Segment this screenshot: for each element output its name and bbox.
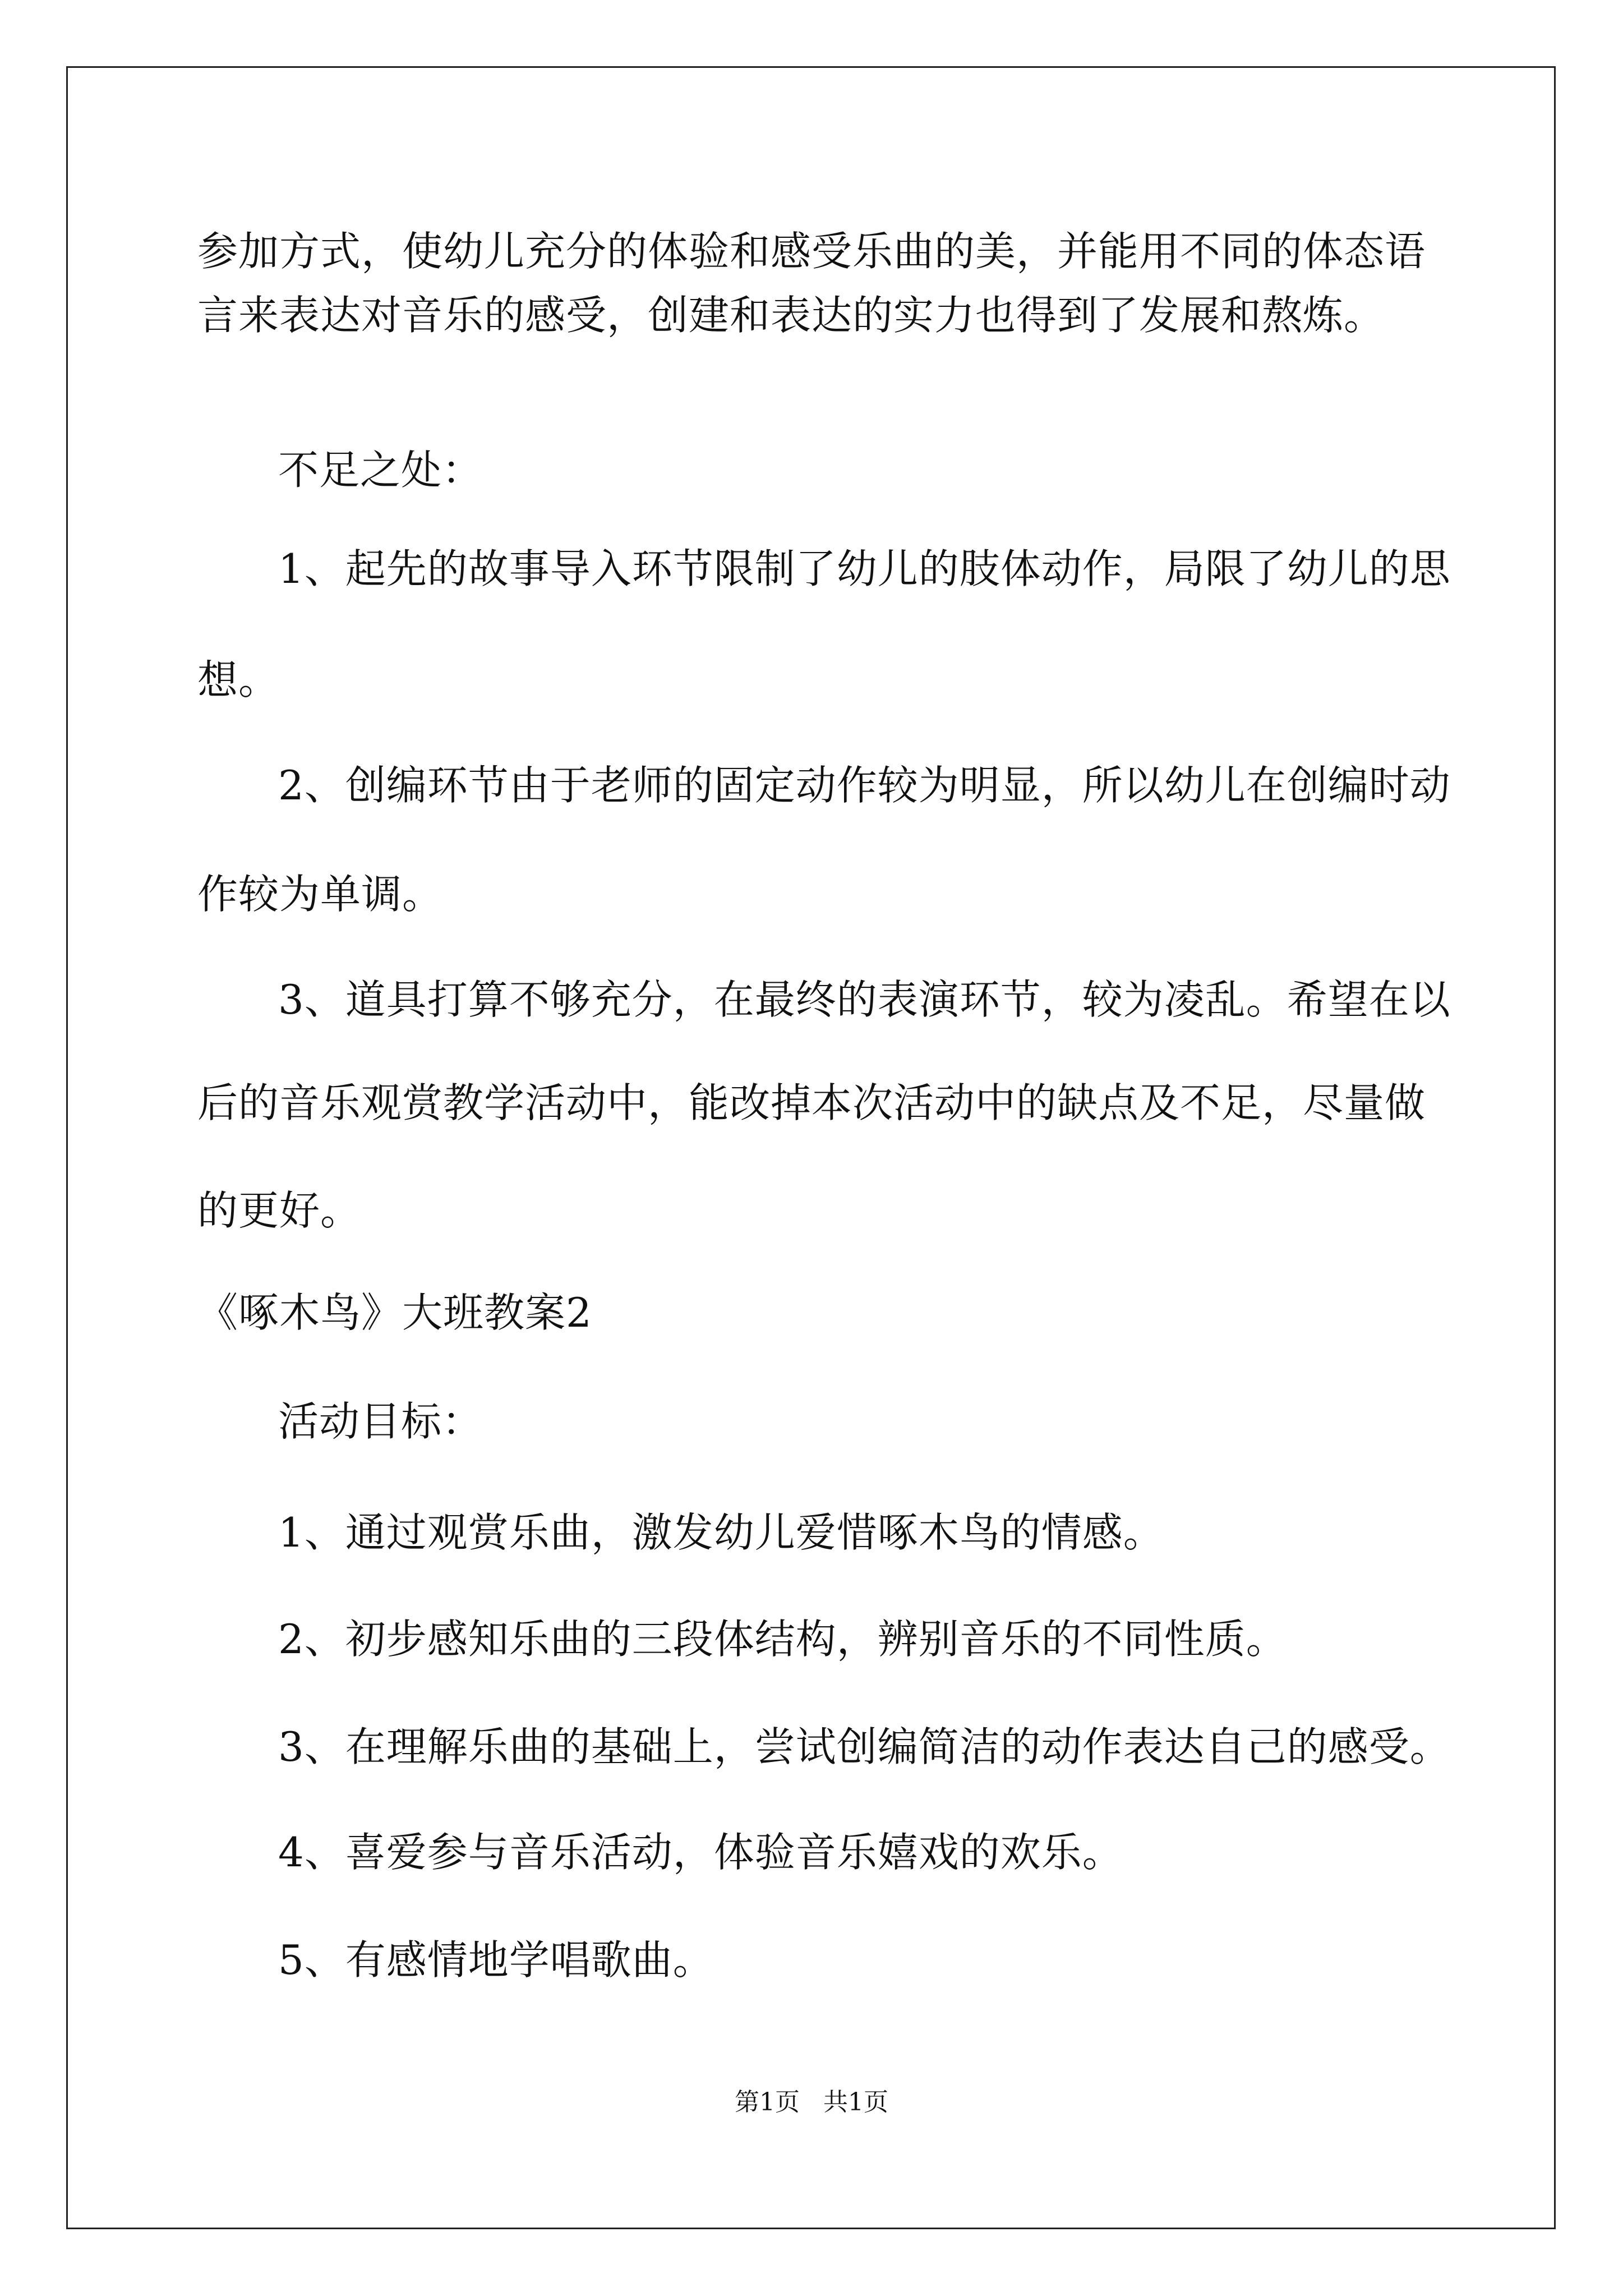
page-number-footer: 第1页 共1页 bbox=[735, 2088, 888, 2116]
list-item: 1、起先的故事导入环节限制了幼儿的肢体动作，局限了幼儿的思 bbox=[278, 545, 1451, 592]
list-item: 3、在理解乐曲的基础上，尝试创编简洁的动作表达自己的感受。 bbox=[278, 1723, 1451, 1770]
list-item: 5、有感情地学唱歌曲。 bbox=[278, 1936, 714, 1984]
document-title: 《啄木鸟》大班教案2 bbox=[197, 1289, 592, 1336]
paragraph-line: 言来表达对音乐的感受，创建和表达的实力也得到了发展和熬炼。 bbox=[197, 292, 1385, 339]
list-item: 4、喜爱参与音乐活动，体验音乐嬉戏的欢乐。 bbox=[278, 1829, 1123, 1876]
paragraph-line: 的更好。 bbox=[197, 1187, 362, 1234]
paragraph-line: 作较为单调。 bbox=[197, 871, 444, 918]
list-item: 1、通过观赏乐曲，激发幼儿爱惜啄木鸟的情感。 bbox=[278, 1509, 1164, 1556]
list-item: 3、道具打算不够充分，在最终的表演环节，较为凌乱。希望在以 bbox=[278, 976, 1451, 1023]
list-item: 2、创编环节由于老师的固定动作较为明显，所以幼儿在创编时动 bbox=[278, 762, 1451, 809]
paragraph-line: 后的音乐观赏教学活动中，能改掉本次活动中的缺点及不足，尽量做 bbox=[197, 1079, 1426, 1126]
list-item: 2、初步感知乐曲的三段体结构，辨别音乐的不同性质。 bbox=[278, 1616, 1287, 1663]
section-heading: 活动目标： bbox=[278, 1398, 483, 1445]
page-border bbox=[66, 66, 1556, 2229]
paragraph-line: 参加方式，使幼儿充分的体验和感受乐曲的美，并能用不同的体态语 bbox=[197, 228, 1426, 275]
paragraph-line: 想。 bbox=[197, 656, 280, 703]
section-heading: 不足之处： bbox=[278, 447, 483, 494]
